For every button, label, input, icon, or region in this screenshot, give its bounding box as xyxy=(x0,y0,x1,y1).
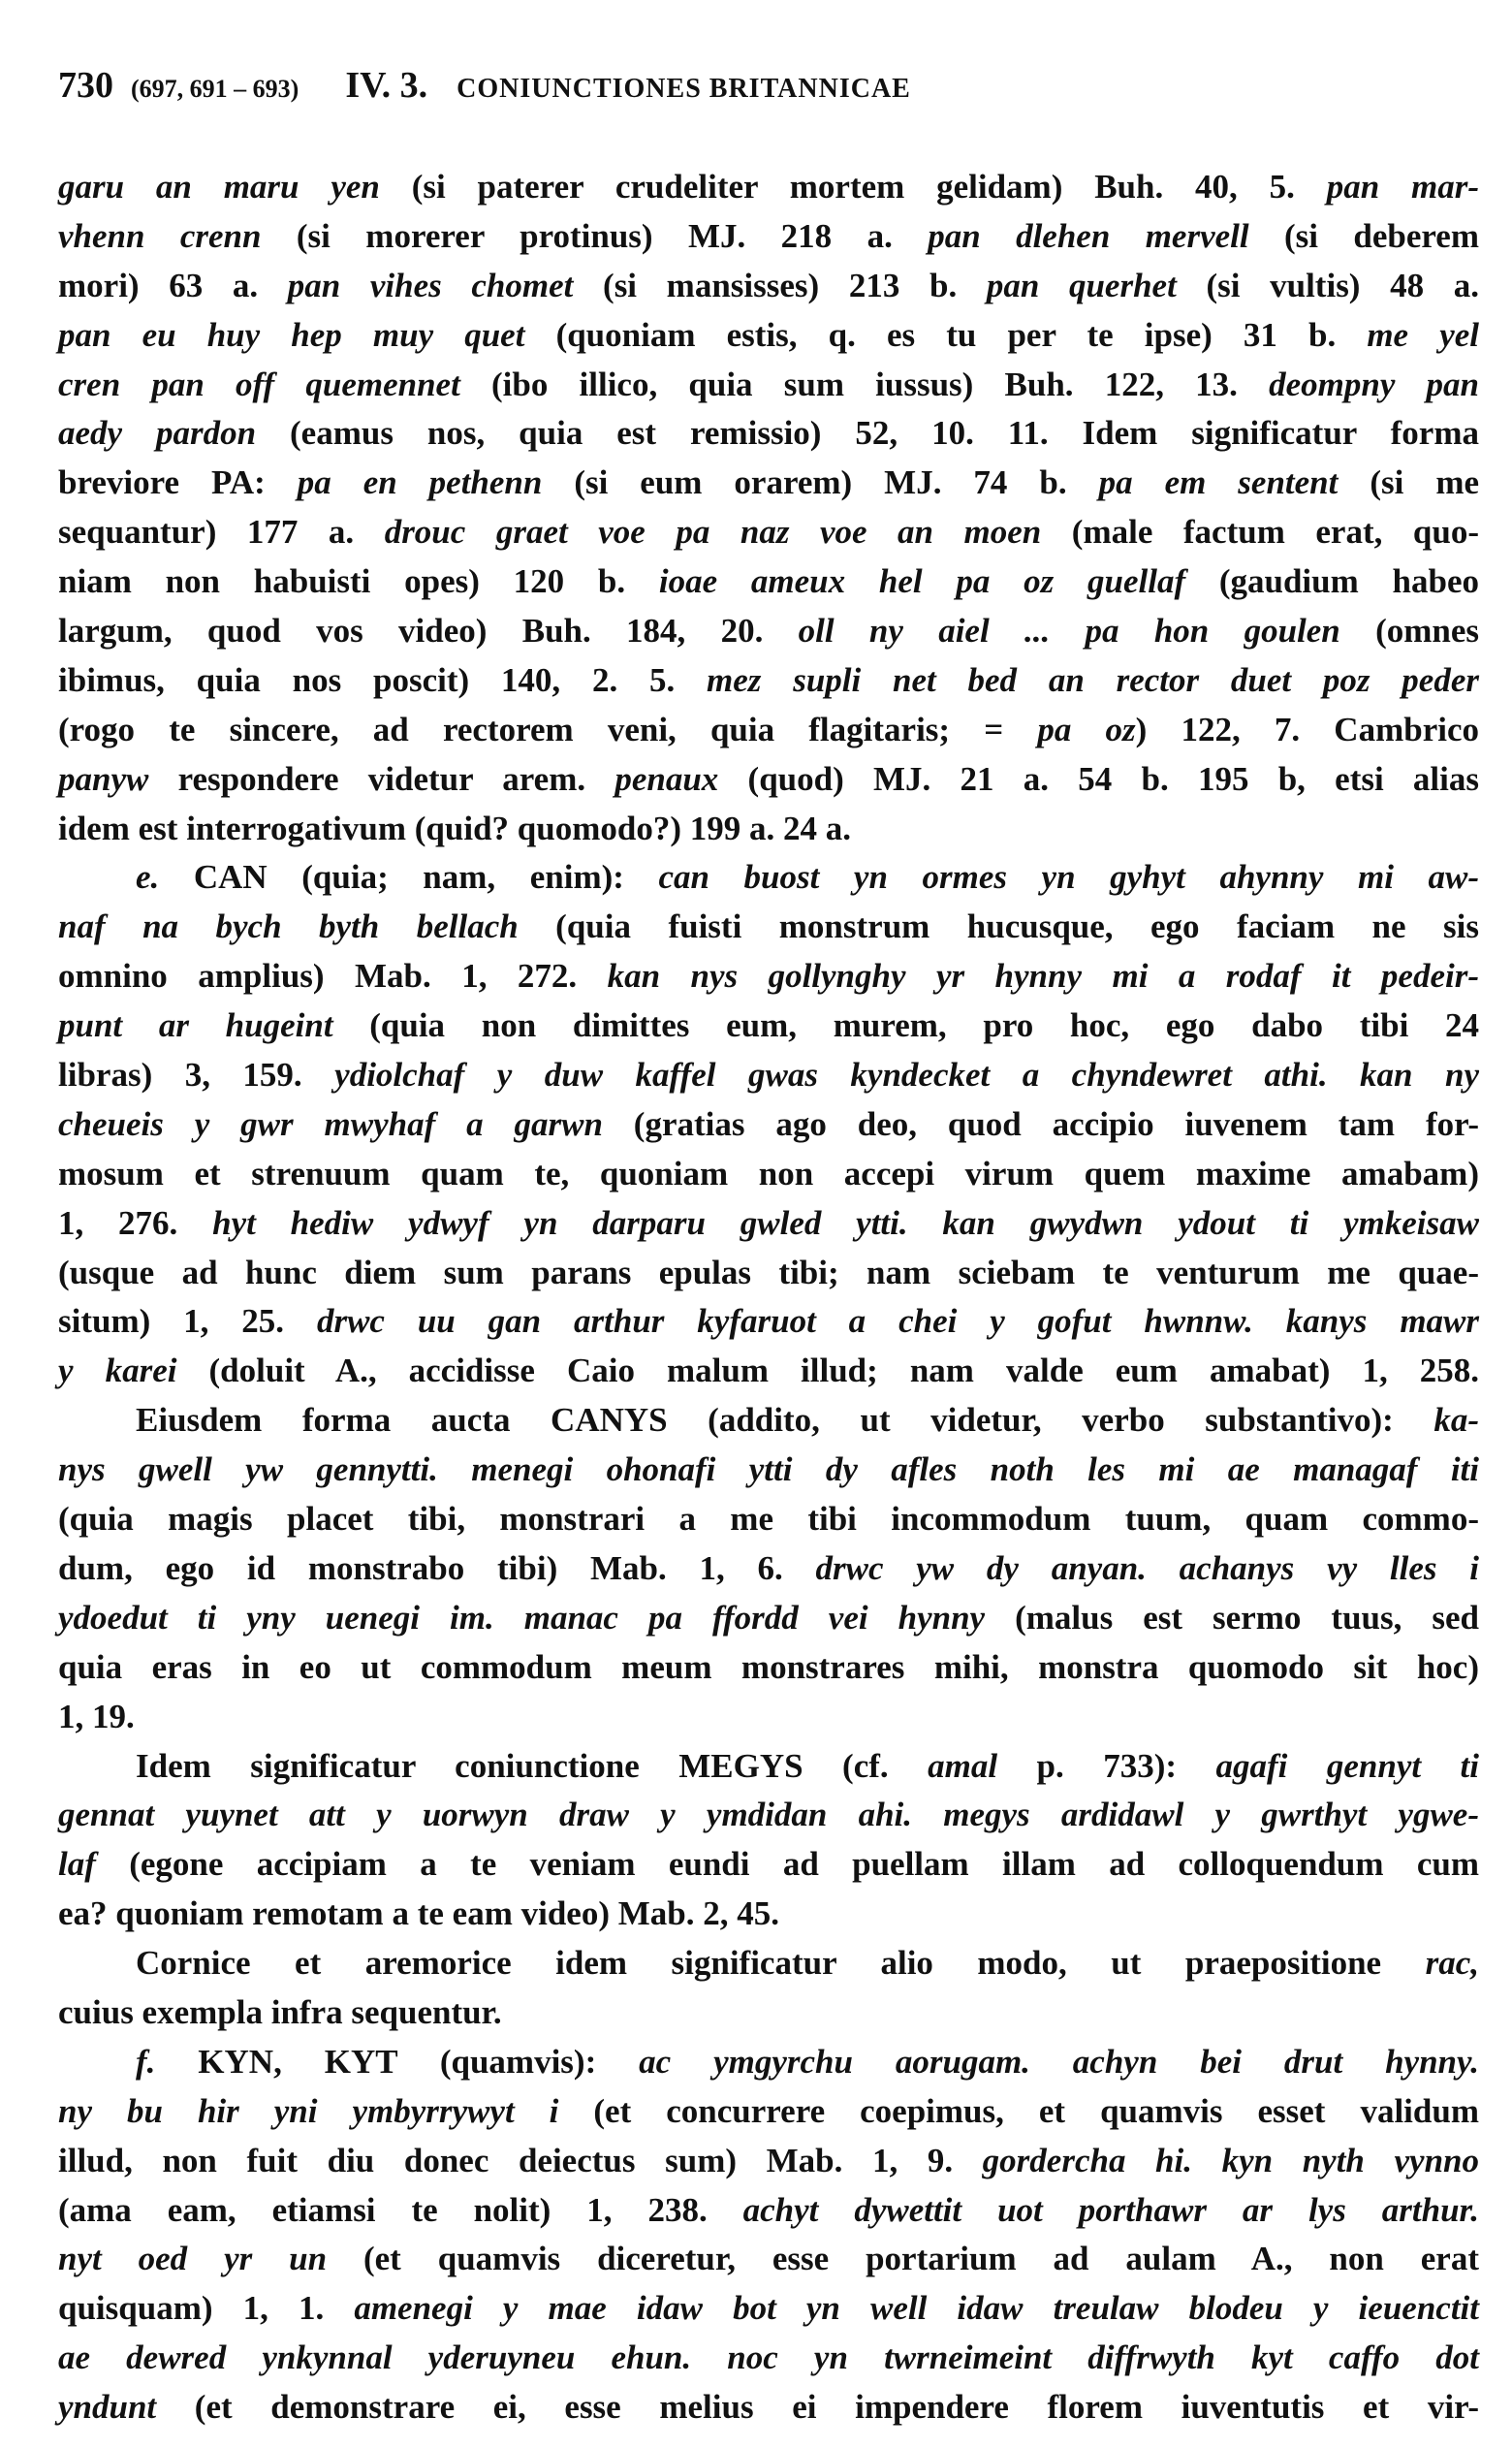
running-header xyxy=(58,64,911,122)
italic-citation: vhenn crenn xyxy=(58,216,262,255)
italic-citation: aedy pardon xyxy=(58,414,257,453)
text-line xyxy=(58,1002,1479,1051)
text-segment: (quia fuisti monstrum hucusque, ego faciam ne sis xyxy=(518,907,1479,946)
text-segment: (si morerer protinus) MJ. 218 a. xyxy=(261,216,929,255)
text-segment: niam non habuisti opes) 120 b. xyxy=(58,562,659,601)
text-line xyxy=(58,1396,1479,1446)
italic-citation: penaux xyxy=(614,759,719,798)
text-line xyxy=(58,2284,1479,2334)
text-line xyxy=(58,1988,1479,2038)
text-line xyxy=(58,262,1479,311)
text-line xyxy=(58,2334,1479,2383)
text-segment: mori) 63 a. xyxy=(58,266,288,304)
italic-citation: panyw xyxy=(58,759,149,798)
text-segment: largum, quod vos video) Buh. 184, 20. xyxy=(58,612,799,651)
italic-citation: yndunt xyxy=(58,2388,157,2427)
text-line xyxy=(58,1150,1479,1199)
italic-citation: gennat yuynet att y uorwyn draw y ymdidan ahi. megys ardidawl y gwrthyt ygwe- xyxy=(58,1796,1479,1834)
text-line xyxy=(58,1742,1479,1792)
text-segment: (si eum orarem) MJ. 74 b. xyxy=(542,463,1099,502)
text-segment: (eamus nos, quia est remissio) 52, 10. 11. Idem significatur forma xyxy=(256,414,1479,453)
italic-citation: ae dewred ynkynnal yderuyneu ehun. noc yn twrneimeint diffrwyth kyt caffo dot xyxy=(58,2338,1479,2377)
italic-citation: ny bu hir yni ymbyrrywyt i xyxy=(58,2091,559,2130)
text-line xyxy=(58,459,1479,508)
italic-citation: hyt hediw ydwyf yn darparu gwled ytti. kan gwydwn ydout ti ymkeisaw xyxy=(212,1203,1479,1242)
text-segment: situm) 1, 25. xyxy=(58,1302,317,1341)
italic-citation: cren pan off quemennet xyxy=(58,365,460,403)
text-line xyxy=(58,2186,1479,2236)
italic-citation: e. xyxy=(136,858,160,897)
italic-citation: naf na bych byth bellach xyxy=(58,907,519,946)
italic-citation: kan nys gollynghy yr hynny mi a rodaf it pedeir- xyxy=(607,957,1479,996)
text-segment: (quia magis placet tibi, monstrari a me tibi incommodum tuum, quam commo- xyxy=(58,1500,1479,1539)
text-line xyxy=(58,1939,1479,1988)
text-segment: (si vultis) 48 a. xyxy=(1176,266,1480,304)
text-line xyxy=(58,1594,1479,1643)
text-segment: Idem significatur coniunctione MEGYS (cf. xyxy=(136,1746,929,1785)
text-line xyxy=(58,1791,1479,1840)
italic-citation: pan mar- xyxy=(1326,168,1479,206)
text-line xyxy=(58,952,1479,1002)
italic-citation: drwc uu gan arthur kyfaruot a chei y gofut hwnnw. kanys mawr xyxy=(316,1302,1480,1341)
text-segment: CAN (quia; nam, enim): xyxy=(159,858,659,897)
text-line xyxy=(58,853,1479,903)
text-segment: (malus est sermo tuus, sed xyxy=(985,1598,1479,1637)
italic-citation: laf xyxy=(58,1845,96,1884)
text-line xyxy=(58,2038,1479,2087)
italic-citation: pan eu huy hep muy quet xyxy=(58,315,525,354)
italic-citation: pa em sentent xyxy=(1098,463,1339,502)
italic-citation: amenegi y mae idaw bot yn well idaw treulaw blodeu y ieuenctit xyxy=(354,2289,1479,2328)
text-line xyxy=(58,2383,1479,2433)
text-segment: mosum et strenuum quam te, quoniam non accepi virum quem maxime amabam) xyxy=(58,1154,1479,1193)
text-line xyxy=(58,903,1479,952)
text-segment: (gaudium habeo xyxy=(1185,562,1479,601)
text-segment: quisquam) 1, 1. xyxy=(58,2289,355,2328)
italic-citation: deompny pan xyxy=(1269,365,1480,403)
text-segment: (si me xyxy=(1338,463,1480,502)
text-segment: ea? quoniam remotam a te eam video) Mab. 2, 45. xyxy=(58,1894,779,1933)
italic-citation: mez supli net bed an rector duet poz peder xyxy=(707,660,1479,699)
italic-citation: me yel xyxy=(1367,315,1479,354)
text-line xyxy=(58,163,1479,212)
text-line xyxy=(58,1249,1479,1298)
page-number: 730 xyxy=(58,65,113,106)
text-segment: dum, ego id monstrabo tibi) Mab. 1, 6. xyxy=(58,1548,816,1587)
text-line xyxy=(58,508,1479,557)
text-segment: KYN, KYT (quamvis): xyxy=(155,2042,640,2081)
text-line xyxy=(58,2087,1479,2137)
text-line xyxy=(58,1297,1479,1347)
italic-citation: ydoedut ti yny uenegi im. manac pa ffordd vei hynny xyxy=(58,1598,986,1637)
italic-citation: nyt oed yr un xyxy=(58,2240,328,2278)
body-text xyxy=(58,163,1479,2433)
text-line xyxy=(58,2235,1479,2284)
italic-citation: ac ymgyrchu aorugam. achyn bei drut hynny. xyxy=(639,2042,1479,2081)
section-title: CONIUNCTIONES BRITANNICAE xyxy=(457,74,911,104)
text-line xyxy=(58,1495,1479,1544)
italic-citation: pa oz xyxy=(1037,710,1136,748)
text-segment: 1, 19. xyxy=(58,1697,135,1735)
italic-citation: f. xyxy=(136,2042,156,2081)
italic-citation: pan querhet xyxy=(986,266,1177,304)
italic-citation: pa en pethenn xyxy=(297,463,543,502)
text-segment: p. 733): xyxy=(997,1746,1216,1785)
italic-citation: achyt dywettit uot porthawr ar lys arthur. xyxy=(742,2190,1479,2229)
text-segment: Cornice et aremorice idem significatur alio modo, ut praepositione xyxy=(136,1944,1426,1983)
italic-citation: drwc yw dy anyan. achanys vy lles i xyxy=(815,1548,1479,1587)
text-line xyxy=(58,607,1479,656)
italic-citation: drouc graet voe pa naz voe an moen xyxy=(384,513,1042,552)
italic-citation: pan dlehen mervell xyxy=(928,216,1249,255)
text-segment: ibimus, quia nos poscit) 140, 2. 5. xyxy=(58,660,708,699)
italic-citation: ka- xyxy=(1433,1401,1479,1440)
italic-citation: agafi gennyt ti xyxy=(1215,1746,1479,1785)
text-segment: (si mansisses) 213 b. xyxy=(573,266,987,304)
text-line xyxy=(58,311,1479,361)
page-references: (697, 691 – 693) xyxy=(131,75,299,103)
italic-citation: y karei xyxy=(58,1352,177,1390)
text-segment: (si deberem xyxy=(1248,216,1480,255)
text-segment: (usque ad hunc diem sum parans epulas tibi; nam sciebam te venturum me quae- xyxy=(58,1253,1479,1291)
italic-citation: can buost yn ormes yn gyhyt ahynny mi aw- xyxy=(658,858,1479,897)
italic-citation: amal xyxy=(928,1746,998,1785)
text-line xyxy=(58,656,1479,706)
text-line xyxy=(58,1051,1479,1100)
italic-citation: gordercha hi. kyn nyth vynno xyxy=(982,2141,1479,2179)
text-line xyxy=(58,1544,1479,1594)
text-line xyxy=(58,2137,1479,2186)
text-segment: (quoniam estis, q. es tu per te ipse) 31 b. xyxy=(524,315,1368,354)
text-segment: Eiusdem forma aucta CANYS (addito, ut videtur, verbo substantivo): xyxy=(136,1401,1434,1440)
text-segment: (et demonstrare ei, esse melius ei impendere florem iuventutis et vir- xyxy=(156,2388,1479,2427)
italic-citation: rac, xyxy=(1425,1944,1479,1983)
text-segment: omnino amplius) Mab. 1, 272. xyxy=(58,957,608,996)
text-line xyxy=(58,755,1479,805)
text-line xyxy=(58,1100,1479,1150)
text-segment: (et quamvis diceretur, esse portarium ad aulam A., non erat xyxy=(327,2240,1479,2278)
text-segment: (gratias ago deo, quod accipio iuvenem tam for- xyxy=(602,1104,1479,1143)
text-line xyxy=(58,1840,1479,1890)
italic-citation: oll ny aiel ... pa hon goulen xyxy=(798,612,1340,651)
text-segment: libras) 3, 159. xyxy=(58,1056,335,1095)
text-segment: ) 122, 7. Cambrico xyxy=(1135,710,1479,748)
text-segment: illud, non fuit diu donec deiectus sum) Mab. 1, 9. xyxy=(58,2141,983,2179)
text-line xyxy=(58,805,1479,854)
text-segment: (si paterer crudeliter mortem gelidam) Buh. 40, 5. xyxy=(379,168,1327,206)
text-segment: cuius exempla infra sequentur. xyxy=(58,1992,502,2031)
italic-citation: punt ar hugeint xyxy=(58,1006,333,1045)
text-segment: 1, 276. xyxy=(58,1203,213,1242)
text-line xyxy=(58,706,1479,755)
text-segment: (quia non dimittes eum, murem, pro hoc, ego dabo tibi 24 xyxy=(332,1006,1479,1045)
text-segment: (ibo illico, quia sum iussus) Buh. 122, 13. xyxy=(459,365,1270,403)
text-line xyxy=(58,1693,1479,1742)
text-line xyxy=(58,1199,1479,1249)
italic-citation: ioae ameux hel pa oz guellaf xyxy=(658,562,1186,601)
italic-citation: pan vihes chomet xyxy=(287,266,574,304)
text-segment: sequantur) 177 a. xyxy=(58,513,385,552)
text-segment: breviore PA: xyxy=(58,463,298,502)
text-segment: (omnes xyxy=(1339,612,1479,651)
text-line xyxy=(58,1347,1479,1396)
text-line xyxy=(58,361,1479,410)
italic-citation: cheueis y gwr mwyhaf a garwn xyxy=(58,1104,603,1143)
text-segment: (male factum erat, quo- xyxy=(1041,513,1479,552)
italic-citation: nys gwell yw gennytti. menegi ohonafi ytti dy afles noth les mi ae managaf iti xyxy=(58,1450,1479,1489)
section-number: IV. 3. xyxy=(345,65,428,106)
text-line xyxy=(58,409,1479,459)
text-line xyxy=(58,1643,1479,1693)
italic-citation: garu an maru yen xyxy=(58,168,380,206)
text-segment: idem est interrogativum (quid? quomodo?) 199 a. 24 a. xyxy=(58,809,851,847)
text-segment: (doluit A., accidisse Caio malum illud; nam valde eum amabat) 1, 258. xyxy=(176,1352,1479,1390)
text-line xyxy=(58,1446,1479,1495)
text-line xyxy=(58,212,1479,262)
text-line xyxy=(58,557,1479,607)
text-segment: (egone accipiam a te veniam eundi ad puellam illam ad colloquendum cum xyxy=(95,1845,1479,1884)
text-segment: respondere videtur arem. xyxy=(148,759,615,798)
text-segment: quia eras in eo ut commodum meum monstrares mihi, monstra quomodo sit hoc) xyxy=(58,1647,1479,1686)
text-segment: (rogo te sincere, ad rectorem veni, quia flagitaris; = xyxy=(58,710,1038,748)
italic-citation: ydiolchaf y duw kaffel gwas kyndecket a chyndewret athi. kan ny xyxy=(334,1056,1479,1095)
text-line xyxy=(58,1890,1479,1939)
text-segment: (ama eam, etiamsi te nolit) 1, 238. xyxy=(58,2190,743,2229)
text-segment: (et concurrere coepimus, et quamvis esset validum xyxy=(558,2091,1479,2130)
text-segment: (quod) MJ. 21 a. 54 b. 195 b, etsi alias xyxy=(718,759,1479,798)
